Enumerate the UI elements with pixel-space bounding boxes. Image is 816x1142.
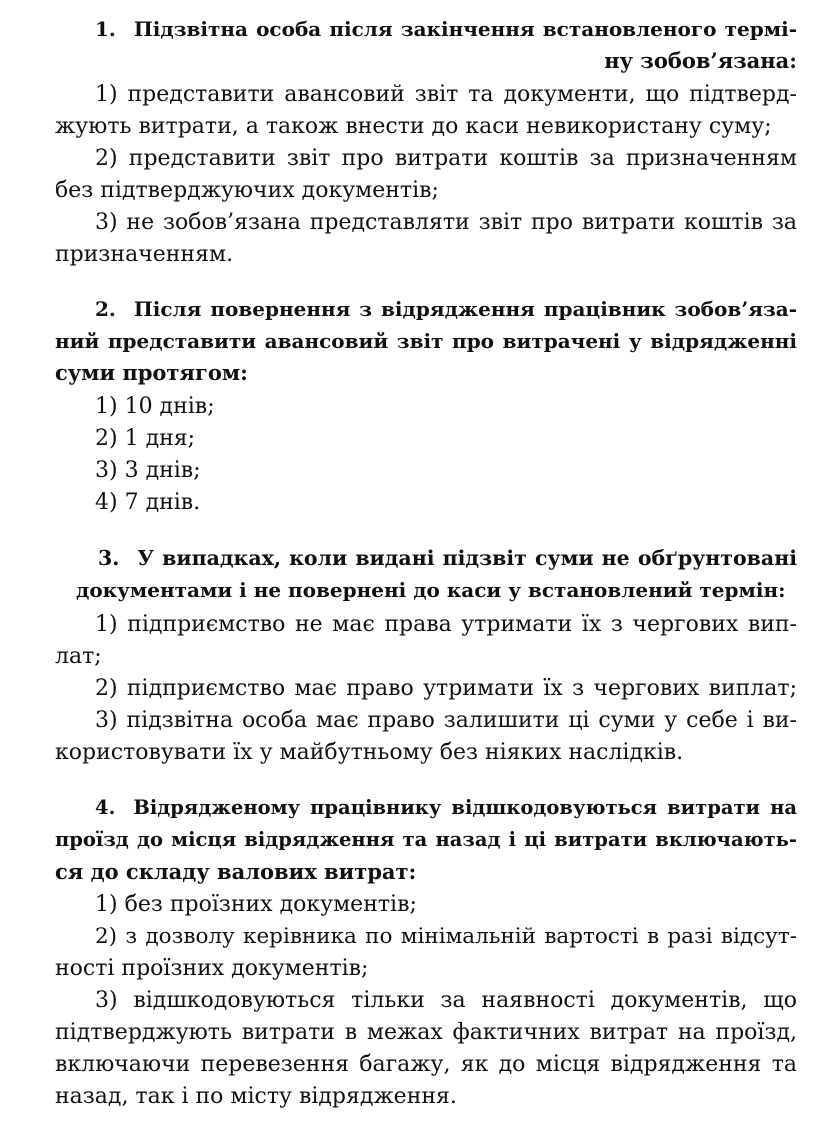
question-4-heading bbox=[95, 794, 797, 822]
question-2-option-4: 4) 7 днів. bbox=[95, 490, 201, 515]
question-2-option-3: 3) 3 днів; bbox=[95, 458, 201, 483]
question-1-option-3-line-2: призначенням. bbox=[55, 242, 234, 267]
question-2-number: 2. bbox=[95, 297, 116, 321]
question-4-option-2-line-2: ності проїзних документів; bbox=[55, 956, 369, 981]
question-4-line-3: ся до складу валових витрат: bbox=[55, 859, 417, 884]
question-4-option-1: 1) без проїзних документів; bbox=[95, 892, 417, 917]
question-3-option-3-line-2: користовувати їх у майбутньому без ніяких наслідків. bbox=[55, 740, 684, 765]
question-3-option-1-line-2: лат; bbox=[55, 644, 102, 669]
question-2-option-1: 1) 10 днів; bbox=[95, 394, 215, 419]
question-4-option-3-line-4: назад, так і по місту відрядження. bbox=[55, 1084, 457, 1109]
question-3-line-2: документами і не повернені до каси у встановлений термін: bbox=[76, 578, 786, 602]
question-1-option-2-line-2: без підтверджуючих документів; bbox=[55, 178, 439, 203]
question-3-heading bbox=[98, 544, 797, 572]
question-4-option-2-line-1: 2) з дозволу керівника по мінімальній вартості в разі відсут- bbox=[95, 924, 797, 949]
question-1-heading bbox=[95, 15, 797, 43]
question-3-option-2: 2) підприємство має право утримати їх з чергових виплат; bbox=[95, 676, 797, 701]
question-2-line-3: суми протягом: bbox=[55, 360, 248, 385]
question-1-option-1-line-2: жують витрати, а також внести до каси невикористану суму; bbox=[55, 114, 772, 139]
question-4-line-1: Відрядженому працівнику відшкодовуються витрати на bbox=[133, 796, 797, 819]
question-4-option-3-line-2: підтверджують витрати в межах фактичних витрат на проїзд, bbox=[55, 1020, 797, 1045]
question-4-option-3-line-1: 3) відшкодовуються тільки за наявності документів, що bbox=[95, 988, 797, 1013]
question-1-option-2-line-1: 2) представити звіт про витрати коштів за призначенням bbox=[95, 146, 797, 171]
question-2-line-2: ний представити авансовий звіт про витрачені у відрядженні bbox=[55, 329, 797, 353]
question-4-line-2: проїзд до місця відрядження та назад і ці витрати включають- bbox=[55, 828, 797, 851]
question-2-heading bbox=[95, 295, 797, 323]
question-4-number: 4. bbox=[95, 796, 116, 819]
question-1-line-1: Підзвітна особа після закінчення встановленого термі- bbox=[133, 17, 797, 41]
question-3-number: 3. bbox=[98, 546, 120, 570]
question-1-number: 1. bbox=[95, 17, 116, 41]
question-3-line-1: У випадках, коли видані підзвіт суми не обґрунтовані bbox=[137, 546, 797, 570]
question-4-option-3-line-3: включаючи перевезення багажу, як до місця відрядження та bbox=[55, 1052, 797, 1077]
question-3-option-3-line-1: 3) підзвітна особа має право залишити ці суми у себе і ви- bbox=[95, 708, 797, 733]
question-1-option-1-line-1: 1) представити авансовий звіт та документи, що підтверд- bbox=[95, 82, 797, 107]
question-3-option-1-line-1: 1) підприємство не має права утримати їх з чергових вип- bbox=[95, 612, 797, 637]
question-1-option-3-line-1: 3) не зобов’язана представляти звіт про витрати коштів за bbox=[95, 210, 797, 235]
question-1-line-2: ну зобов’язана: bbox=[604, 48, 797, 73]
question-2-option-2: 2) 1 дня; bbox=[95, 426, 196, 451]
question-2-line-1: Після повернення з відрядження працівник зобов’яза- bbox=[133, 297, 797, 321]
